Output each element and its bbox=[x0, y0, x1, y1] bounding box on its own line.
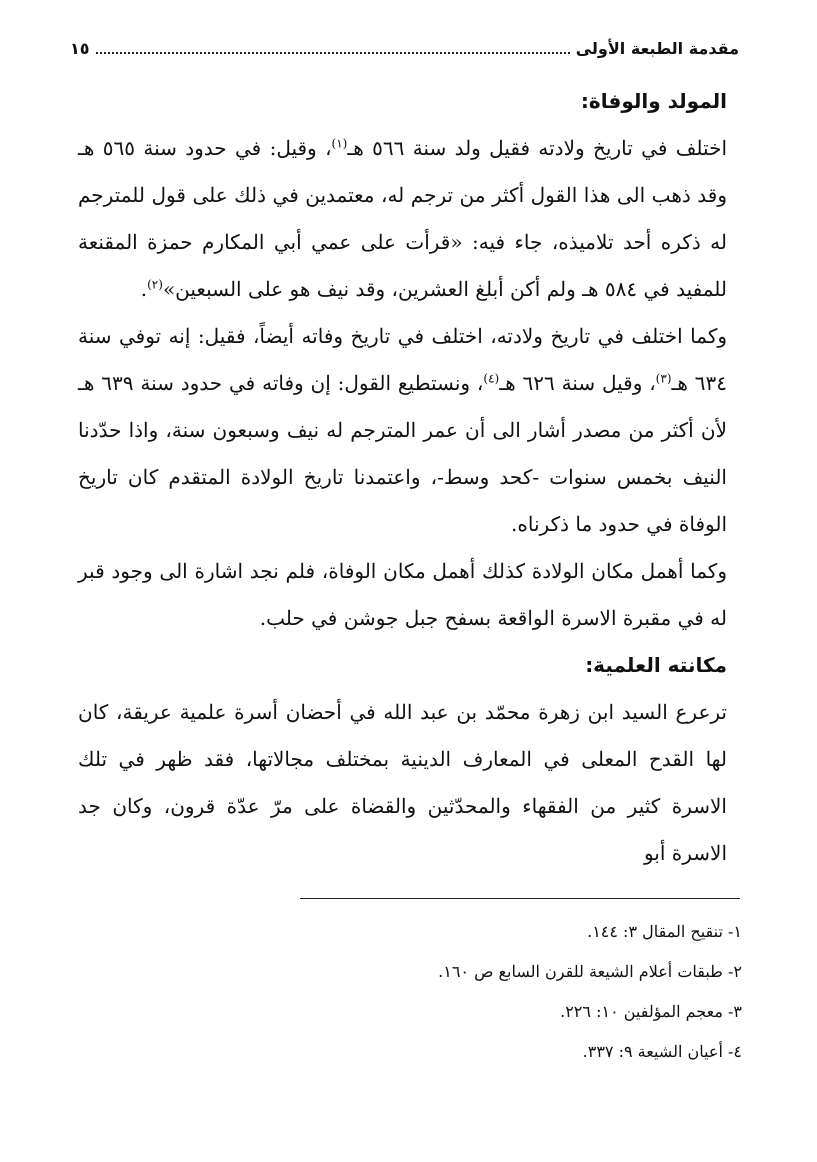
footnote-4: ٤- أعيان الشيعة ٩: ٣٣٧. bbox=[582, 1042, 742, 1061]
footnote-1: ١- تنقيح المقال ٣: ١٤٤. bbox=[587, 922, 742, 941]
paragraph-death-text-3: ، ونستطيع القول: إن وفاته في حدود سنة ٦٣٩ هـ لأن أكثر من مصدر أشار الى أن عمر المترجم له نيف وسبعون سنة، واذا حدّدنا النيف بخمس سنوات -كحد وسط-، واعتمدنا تاريخ الولادة المتقدم كان تاريخ الوفاة في حدود ما ذكرناه. bbox=[78, 371, 727, 536]
paragraph-death-text-1: وكما اختلف في تاريخ ولادته، اختلف في تاريخ وفاته أيضاً، فقيل: إنه توفي سنة ٦٣٤ هـ bbox=[78, 324, 727, 395]
header-title: مقدمة الطبعة الأولى bbox=[575, 38, 739, 58]
footnote-separator bbox=[300, 898, 740, 899]
footnote-3: ٣- معجم المؤلفين ١٠: ٢٢٦. bbox=[560, 1002, 742, 1021]
heading-scholarly-status: مكانته العلمية: bbox=[585, 653, 727, 677]
paragraph-birth-text-3: . bbox=[140, 277, 148, 301]
page-number: ١٥ bbox=[70, 38, 90, 58]
paragraph-birth-text-2: ، وقيل: في حدود سنة ٥٦٥ هـ وقد ذهب الى هذا القول أكثر من ترجم له، معتمدين في ذلك على قول للمترجم له ذكره أحد تلاميذه، جاء فيه: «قرأت على عمي أبي المكارم حمزة المقنعة للمفيد في ٥٨٤ هـ ولم أكن أبلغ العشرين، وقد نيف هو على السبعين» bbox=[78, 136, 727, 301]
paragraph-birth bbox=[78, 125, 727, 313]
footnote-2: ٢- طبقات أعلام الشيعة للقرن السابع ص ١٦٠. bbox=[438, 962, 742, 981]
footnote-ref-1: (١) bbox=[331, 136, 348, 151]
footnote-ref-4: (٤) bbox=[483, 371, 500, 386]
heading-birth-death: المولد والوفاة: bbox=[580, 89, 727, 113]
paragraph-birth-text-1: اختلف في تاريخ ولادته فقيل ولد سنة ٥٦٦ هـ bbox=[347, 136, 728, 160]
paragraph-death-text-2: ، وقيل سنة ٦٢٦ هـ bbox=[499, 371, 656, 395]
paragraph-scholarly-status: ترعرع السيد ابن زهرة محمّد بن عبد الله في أحضان أسرة علمية عريقة، كان لها القدح المعلى في المعارف الدينية بمختلف مجالاتها، فقد ظهر في تلك الاسرة كثير من الفقهاء والمحدّثين والقضاة على مرّ عدّة قرون، وكان جد الاسرة أبو bbox=[78, 700, 727, 865]
footnotes bbox=[300, 912, 742, 1072]
paragraph-death bbox=[78, 313, 727, 548]
footnote-ref-3: (٣) bbox=[655, 371, 672, 386]
footnote-ref-2: (٢) bbox=[147, 277, 163, 292]
header-dot-leader bbox=[96, 42, 570, 54]
body-text bbox=[78, 78, 727, 877]
running-header bbox=[70, 36, 739, 60]
paragraph-burial: وكما أهمل مكان الولادة كذلك أهمل مكان الوفاة، فلم نجد اشارة الى وجود قبر له في مقبرة الاسرة الواقعة بسفح جبل جوشن في حلب. bbox=[78, 559, 727, 630]
